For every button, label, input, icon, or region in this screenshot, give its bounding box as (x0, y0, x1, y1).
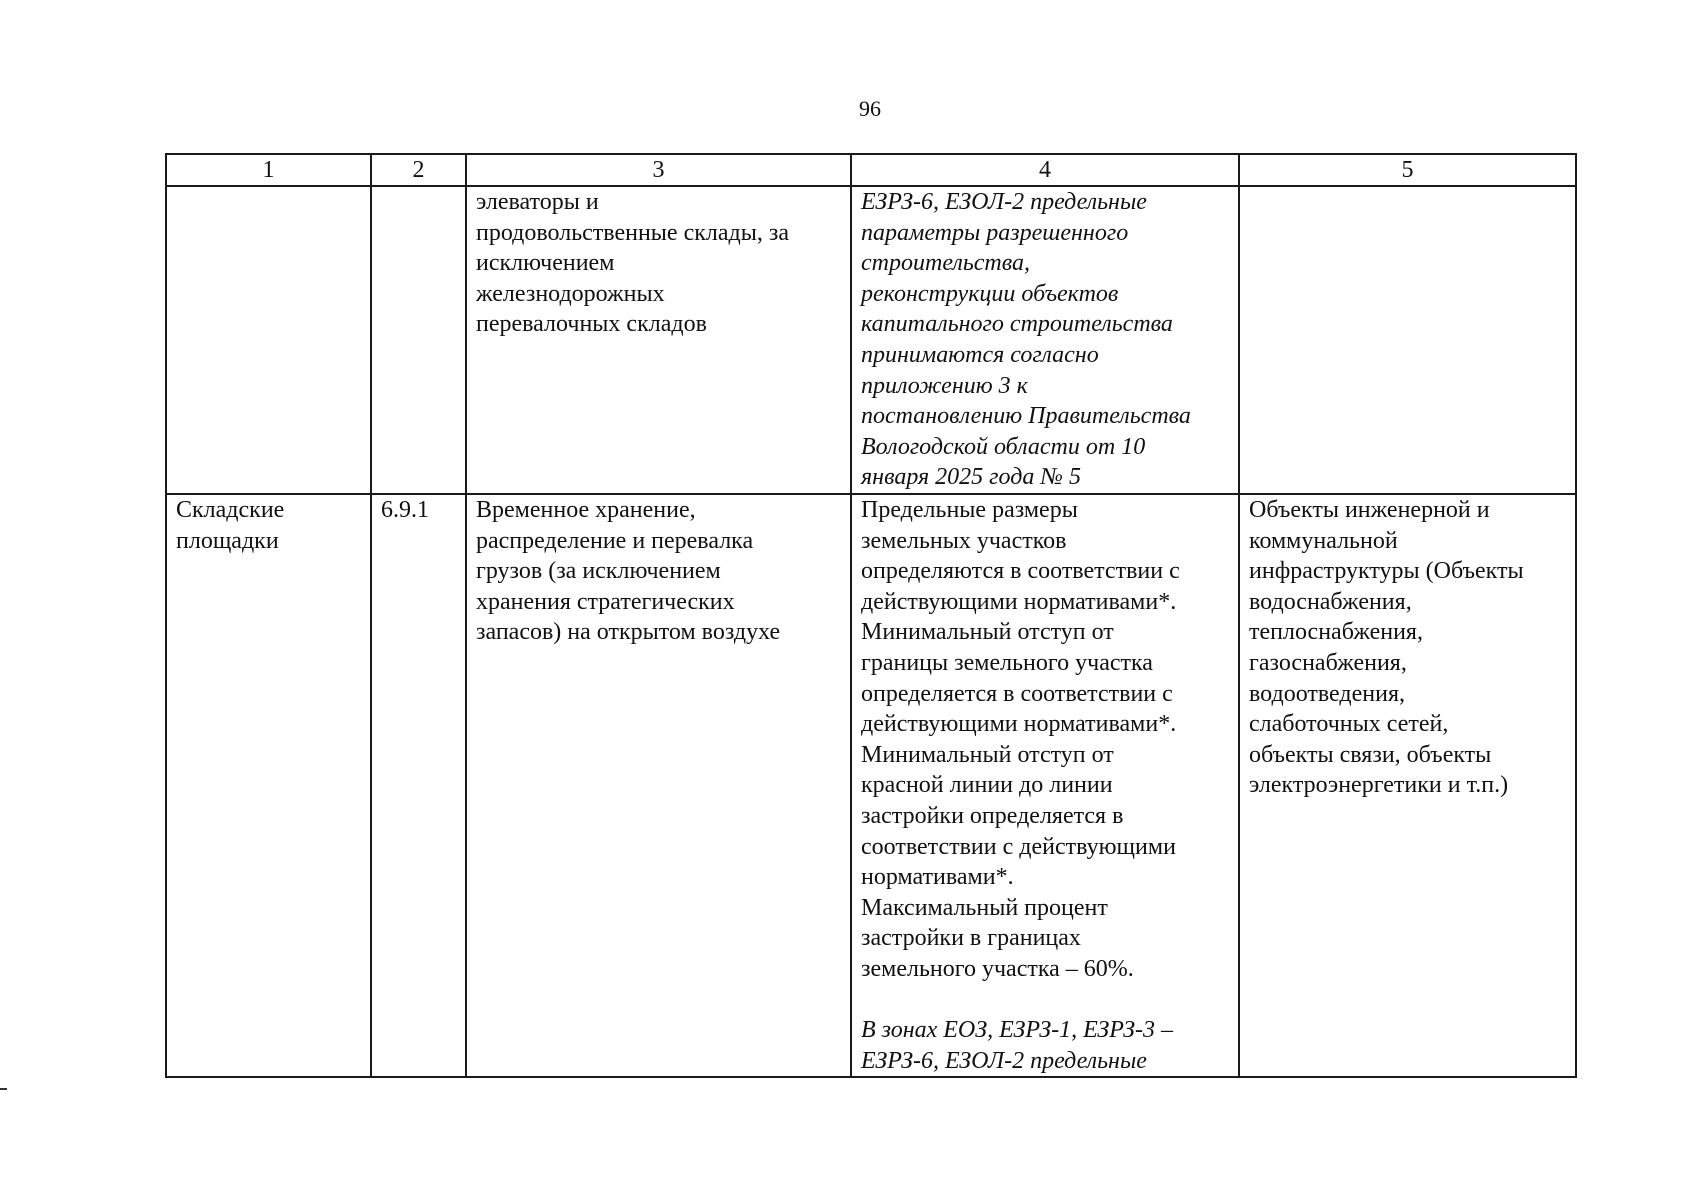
column-header-2: 2 (371, 154, 466, 186)
table-row (166, 186, 1576, 494)
table-row (166, 494, 1576, 1077)
regulations-table (165, 153, 1577, 1078)
parameters-text: Предельные размеры земельных участков определяются в соответствии с действующими нормативами*. Минимальный отступ от границы земельного участка определяется в соответствии с действующими нормативами*. Минимальный отступ от красной линии до линии застройки определяется в соответствии с действующими нормативами*. Максимальный процент застройки в границах земельного участка – 60%. (861, 497, 1180, 982)
column-header-3: 3 (466, 154, 851, 186)
parameters-italic-text: ЕЗРЗ-6, ЕЗОЛ-2 предельные параметры разрешенного строительства, реконструкции объектов капитального строительства принимаются согласно приложению 3 к постановлению Правительства Вологодской области от 10 января 2025 года № 5 (861, 189, 1191, 491)
page-number: 96 (859, 96, 881, 121)
cell-use-code (371, 494, 466, 1077)
cell-related-objects (1239, 494, 1576, 1077)
cell-use-name (166, 494, 371, 1077)
scan-edge-mark (0, 1088, 7, 1090)
cell-parameters (851, 186, 1239, 494)
parameters-italic-text: В зонах ЕОЗ, ЕЗРЗ-1, ЕЗРЗ-3 – ЕЗРЗ-6, ЕЗОЛ-2 предельные (861, 1017, 1174, 1074)
cell-parameters (851, 494, 1239, 1077)
use-name-text: Складские площадки (176, 497, 285, 554)
cell-description (466, 186, 851, 494)
column-header-1: 1 (166, 154, 371, 186)
cell-use-code (371, 186, 466, 494)
cell-related-objects (1239, 186, 1576, 494)
cell-use-name (166, 186, 371, 494)
related-objects-text: Объекты инженерной и коммунальной инфраструктуры (Объекты водоснабжения, теплоснабжения, газоснабжения, водоотведения, слаботочных сетей, объекты связи, объекты электроэнергетики и т.п.) (1249, 497, 1524, 799)
column-header-5: 5 (1239, 154, 1576, 186)
cell-description (466, 494, 851, 1077)
description-text: Временное хранение, распределение и перевалка грузов (за исключением хранения стратегических запасов) на открытом воздухе (476, 497, 781, 646)
paragraph-gap (861, 985, 1229, 1016)
table-header-row (166, 154, 1576, 186)
description-text: элеваторы и продовольственные склады, за исключением железнодорожных перевалочных складов (476, 189, 789, 338)
column-header-4: 4 (851, 154, 1239, 186)
use-code-text: 6.9.1 (381, 497, 429, 523)
